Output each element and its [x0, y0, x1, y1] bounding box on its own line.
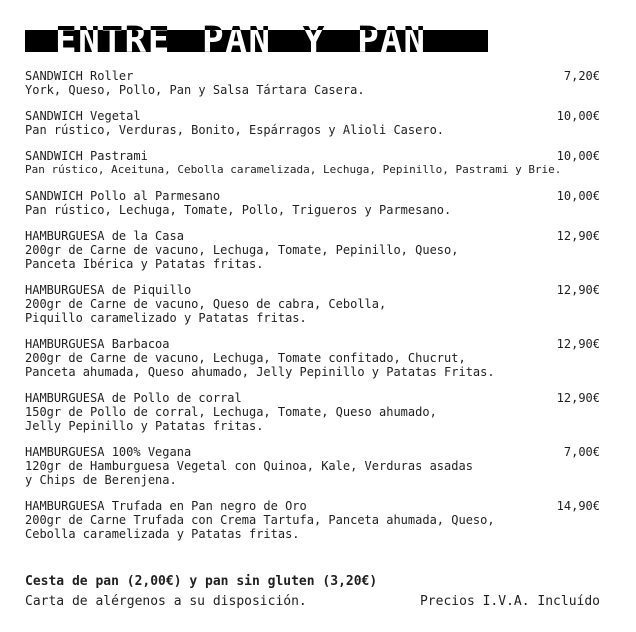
item-description: [25, 513, 600, 541]
item-name: HAMBURGUESA Barbacoa: [25, 337, 170, 351]
item-price: 7,20€: [563, 69, 600, 83]
bread-note: Cesta de pan (2,00€) y pan sin gluten (3,20€): [25, 574, 378, 589]
item-name: SANDWICH Vegetal: [25, 109, 141, 123]
item-name: SANDWICH Pastrami: [25, 149, 148, 163]
menu-item: [25, 109, 600, 137]
menu-item-head: [25, 109, 600, 123]
item-price: 10,00€: [556, 189, 600, 203]
item-description: [25, 123, 600, 137]
menu-item-head: [25, 283, 600, 297]
item-description-line: Cebolla caramelizada y Patatas fritas.: [25, 527, 300, 541]
menu-item-head: [25, 149, 600, 163]
item-description: [25, 351, 600, 379]
menu-item-head: [25, 189, 600, 203]
item-name: HAMBURGUESA Trufada en Pan negro de Oro: [25, 499, 307, 513]
item-description-line: 200gr de Carne de vacuno, Lechuga, Tomate confitado, Chucrut,: [25, 351, 466, 365]
allergen-note: Carta de alérgenos a su disposición.: [25, 594, 307, 609]
footer-row: [25, 594, 600, 610]
page-title: ENTRE PAN Y PAN: [55, 20, 427, 61]
menu-item: [25, 337, 600, 379]
item-name: HAMBURGUESA de Pollo de corral: [25, 391, 242, 405]
item-description-line: y Chips de Berenjena.: [25, 473, 177, 487]
item-description: [25, 203, 600, 217]
menu-item-head: [25, 499, 600, 513]
menu-item: [25, 229, 600, 271]
title-banner: [25, 20, 488, 61]
item-description: [25, 405, 600, 433]
menu-item: [25, 445, 600, 487]
vat-note: Precios I.V.A. Incluído: [419, 594, 600, 609]
item-name: SANDWICH Pollo al Parmesano: [25, 189, 221, 203]
item-description: [25, 297, 600, 325]
menu-item: [25, 69, 600, 97]
item-name: HAMBURGUESA de la Casa: [25, 229, 184, 243]
item-description-line: Pan rústico, Verduras, Bonito, Espárragos y Alioli Casero.: [25, 123, 445, 137]
menu-item: [25, 499, 600, 541]
menu-item-head: [25, 337, 600, 351]
item-description: [25, 83, 600, 97]
item-description-line: 200gr de Carne de vacuno, Queso de cabra, Cebolla,: [25, 297, 387, 311]
footer: [25, 574, 600, 610]
item-description-line: Panceta ahumada, Queso ahumado, Jelly Pepinillo y Patatas Fritas.: [25, 365, 495, 379]
item-description: [25, 459, 600, 487]
item-name: HAMBURGUESA de Piquillo: [25, 283, 192, 297]
item-description-line: Pan rústico, Aceituna, Cebolla caramelizada, Lechuga, Pepinillo, Pastrami y Brie.: [25, 163, 562, 176]
menu-item: [25, 391, 600, 433]
item-name: SANDWICH Roller: [25, 69, 134, 83]
item-description-line: York, Queso, Pollo, Pan y Salsa Tártara Casera.: [25, 83, 365, 97]
item-description-line: Pan rústico, Lechuga, Tomate, Pollo, Trigueros y Parmesano.: [25, 203, 452, 217]
menu-item-head: [25, 391, 600, 405]
item-description-line: 200gr de Carne de vacuno, Lechuga, Tomate, Pepinillo, Queso,: [25, 243, 459, 257]
item-price: 7,00€: [563, 445, 600, 459]
item-description: [25, 163, 600, 177]
item-description-line: Panceta Ibérica y Patatas fritas.: [25, 257, 264, 271]
item-price: 10,00€: [556, 109, 600, 123]
menu-item-head: [25, 445, 600, 459]
menu-item-head: [25, 229, 600, 243]
menu-item: [25, 149, 600, 177]
item-price: 12,90€: [556, 391, 600, 405]
item-price: 12,90€: [556, 283, 600, 297]
menu-item: [25, 189, 600, 217]
item-description-line: 120gr de Hamburguesa Vegetal con Quinoa, Kale, Verduras asadas: [25, 459, 473, 473]
item-price: 12,90€: [556, 229, 600, 243]
menu-list: [25, 69, 600, 541]
item-description: [25, 243, 600, 271]
item-price: 14,90€: [556, 499, 600, 513]
item-price: 12,90€: [556, 337, 600, 351]
item-name: HAMBURGUESA 100% Vegana: [25, 445, 192, 459]
item-description-line: 150gr de Pollo de corral, Lechuga, Tomate, Queso ahumado,: [25, 405, 437, 419]
menu-item: [25, 283, 600, 325]
menu-item-head: [25, 69, 600, 83]
item-description-line: 200gr de Carne Trufada con Crema Tartufa, Panceta ahumada, Queso,: [25, 513, 495, 527]
item-description-line: Jelly Pepinillo y Patatas fritas.: [25, 419, 264, 433]
item-description-line: Piquillo caramelizado y Patatas fritas.: [25, 311, 307, 325]
item-price: 10,00€: [556, 149, 600, 163]
